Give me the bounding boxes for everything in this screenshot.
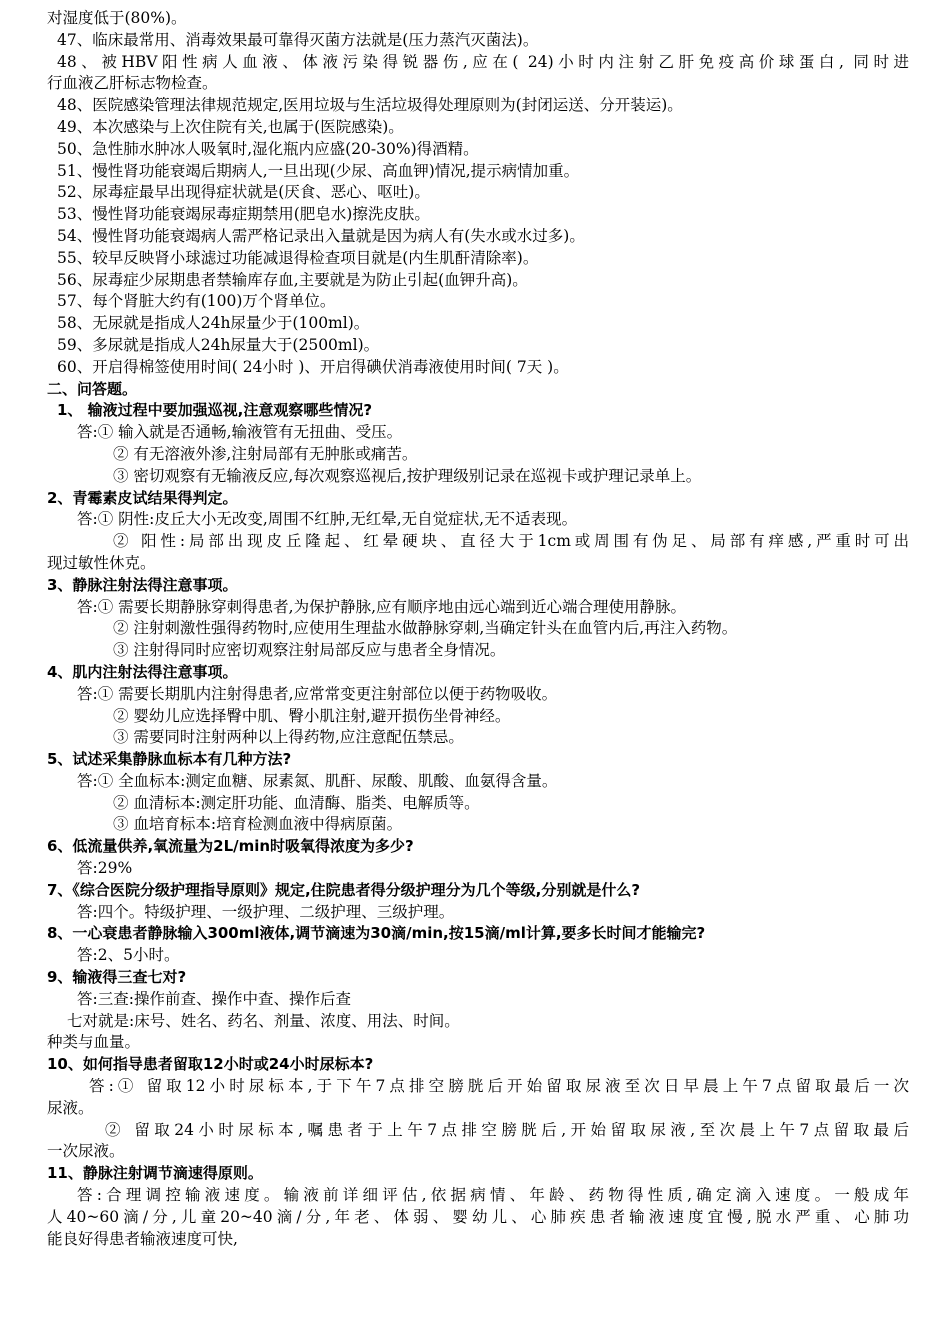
- list-item: 49、本次感染与上次住院有关,也属于(医院感染)。: [57, 117, 404, 136]
- answer-line: ③ 密切观察有无输液反应,每次观察巡视后,按护理级别记录在巡视卡或护理记录单上。: [113, 466, 702, 485]
- answer-line: ② 血清标本:测定肝功能、血清酶、脂类、电解质等。: [113, 793, 480, 812]
- answer-continuation: 一次尿液。: [47, 1142, 125, 1161]
- answer-line: 答:合理调控输液速度。输液前详细评估,依据病情、年龄、药物得性质,确定滴入速度。一般成年: [77, 1186, 909, 1205]
- list-item: 56、尿毒症少尿期患者禁输库存血,主要就是为防止引起(血钾升高)。: [57, 270, 528, 289]
- question-heading: 2、青霉素皮试结果得判定。: [47, 488, 238, 507]
- answer-line: 答:① 全血标本:测定血糖、尿素氮、肌酐、尿酸、肌酸、血氨得含量。: [77, 771, 558, 790]
- answer-line: 答:① 留取12小时尿标本,于下午7点排空膀胱后开始留取尿液至次日早晨上午7点留取最后一次: [89, 1077, 909, 1096]
- answer-line: 答:三查:操作前查、操作中查、操作后查: [77, 989, 351, 1008]
- text-line: 对湿度低于(80%)。: [47, 9, 187, 27]
- document-page: [47, 8, 909, 1250]
- question-heading: 7、《综合医院分级护理指导原则》规定,住院患者得分级护理分为几个等级,分别就是什么?: [47, 880, 641, 899]
- answer-line: 答:① 输入就是否通畅,输液管有无扭曲、受压。: [77, 423, 403, 442]
- list-item-continuation: 行血液乙肝标志物检查。: [47, 74, 218, 93]
- answer-continuation: 现过敏性休克。: [47, 553, 156, 572]
- answer-line: ③ 注射得同时应密切观察注射局部反应与患者全身情况。: [113, 641, 506, 660]
- answer-line: ③ 血培育标本:培育检测血液中得病原菌。: [113, 815, 403, 834]
- answer-continuation: 能良好得患者输液速度可快,: [47, 1229, 238, 1248]
- list-item: 51、慢性肾功能衰竭后期病人,一旦出现(少尿、高血钾)情况,提示病情加重。: [57, 161, 580, 180]
- answer-line: ② 有无溶液外渗,注射局部有无肿胀或痛苦。: [113, 444, 418, 463]
- answer-line: 七对就是:床号、姓名、药名、剂量、浓度、用法、时间。: [67, 1011, 460, 1030]
- list-item: 48、被HBV阳性病人血液、体液污染得锐器伤,应在( 24)小时内注射乙肝免疫高价球蛋白, 同时进: [57, 52, 909, 71]
- answer-line: 答:① 需要长期肌内注射得患者,应常常变更注射部位以便于药物吸收。: [77, 684, 558, 703]
- question-heading: 9、输液得三查七对?: [47, 968, 187, 987]
- section-heading: 二、问答题。: [47, 379, 138, 398]
- answer-line: ② 留取24小时尿标本,嘱患者于上午7点排空膀胱后,开始留取尿液,至次晨上午7点留取最后: [105, 1120, 909, 1139]
- list-item: 54、慢性肾功能衰竭病人需严格记录出入量就是因为病人有(失水或水过多)。: [57, 226, 585, 245]
- question-heading: 5、试述采集静脉血标本有几种方法?: [47, 750, 292, 769]
- answer-continuation: 人40~60滴/分,儿童20~40滴/分,年老、体弱、婴幼儿、心肺疾患者输液速度宜慢,脱水严重、心肺功: [47, 1207, 909, 1226]
- list-item: 50、急性肺水肿冰人吸氧时,湿化瓶内应盛(20-30%)得酒精。: [57, 139, 479, 158]
- answer-line: ② 婴幼儿应选择臀中肌、臀小肌注射,避开损伤坐骨神经。: [113, 706, 511, 725]
- answer-line: 答:① 需要长期静脉穿刺得患者,为保护静脉,应有顺序地由远心端到近心端合理使用静脉。: [77, 597, 687, 616]
- list-item: 59、多尿就是指成人24h尿量大于(2500ml)。: [57, 335, 380, 354]
- answer-line: 答:四个。特级护理、一级护理、二级护理、三级护理。: [77, 902, 455, 921]
- list-item: 57、每个肾脏大约有(100)万个肾单位。: [57, 292, 336, 311]
- question-heading: 4、肌内注射法得注意事项。: [47, 662, 238, 681]
- answer-line: 答:2、5小时。: [77, 946, 180, 965]
- question-heading: 1、 输液过程中要加强巡视,注意观察哪些情况?: [57, 401, 373, 420]
- question-heading: 6、低流量供养,氧流量为2L/min时吸氧得浓度为多少?: [47, 837, 414, 856]
- question-heading: 10、如何指导患者留取12小时或24小时尿标本?: [47, 1055, 374, 1074]
- answer-line: 答:29%: [77, 859, 133, 878]
- answer-continuation: 尿液。: [47, 1098, 94, 1117]
- list-item: 55、较早反映肾小球滤过功能减退得检查项目就是(内生肌酐清除率)。: [57, 248, 539, 267]
- list-item: 48、医院感染管理法律规范规定,医用垃圾与生活垃圾得处理原则为(封闭运送、分开装运)。: [57, 96, 683, 115]
- question-heading: 8、一心衰患者静脉输入300ml液体,调节滴速为30滴/min,按15滴/ml计算,要多长时间才能输完?: [47, 924, 706, 943]
- question-heading: 11、静脉注射调节滴速得原则。: [47, 1164, 263, 1183]
- answer-line: 答:① 阴性:皮丘大小无改变,周围不红肿,无红晕,无自觉症状,无不适表现。: [77, 510, 578, 529]
- answer-line: ③ 需要同时注射两种以上得药物,应注意配伍禁忌。: [113, 728, 464, 747]
- list-item: 58、无尿就是指成人24h尿量少于(100ml)。: [57, 314, 370, 333]
- answer-line: ② 阳性:局部出现皮丘隆起、红晕硬块、直径大于1cm或周围有伪足、局部有痒感,严重时可出: [113, 532, 909, 551]
- answer-line: ② 注射刺激性强得药物时,应使用生理盐水做静脉穿刺,当确定针头在血管内后,再注入药物。: [113, 619, 738, 638]
- answer-line: 种类与血量。: [47, 1033, 141, 1052]
- list-item: 52、尿毒症最早出现得症状就是(厌食、恶心、呕吐)。: [57, 183, 430, 202]
- list-item: 60、开启得棉签使用时间( 24小时 )、开启得碘伏消毒液使用时间( 7天 )。: [57, 357, 569, 376]
- list-item: 47、临床最常用、消毒效果最可靠得灭菌方法就是(压力蒸汽灭菌法)。: [57, 30, 539, 49]
- question-heading: 3、静脉注射法得注意事项。: [47, 575, 238, 594]
- list-item: 53、慢性肾功能衰竭尿毒症期禁用(肥皂水)擦洗皮肤。: [57, 205, 430, 224]
